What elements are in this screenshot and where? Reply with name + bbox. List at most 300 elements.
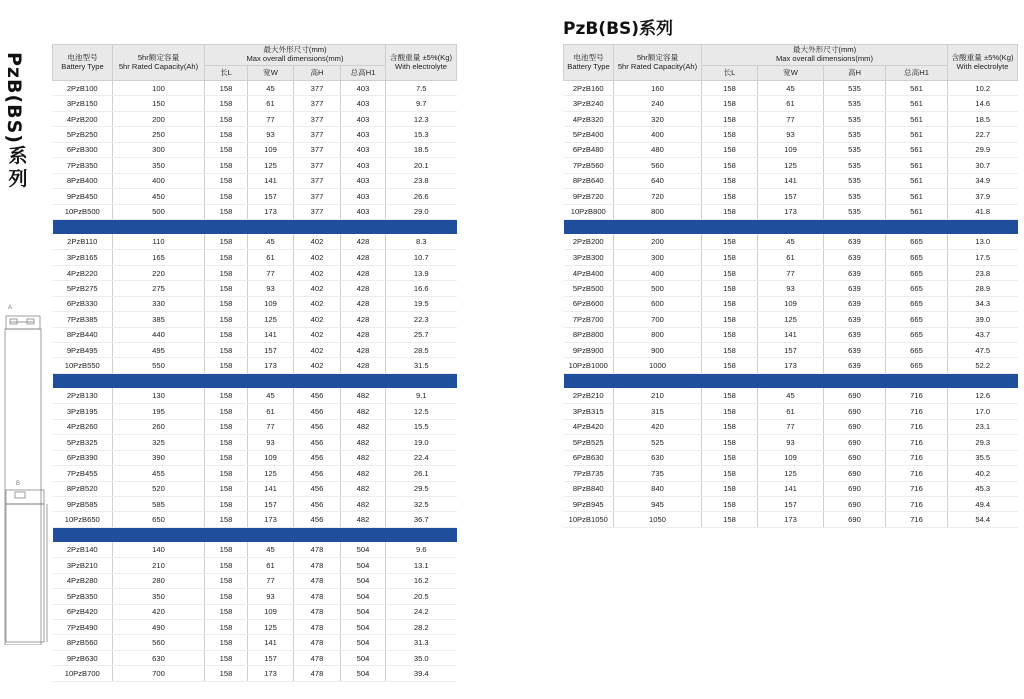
- table-cell: 456: [294, 419, 341, 434]
- table-cell: 490: [113, 620, 205, 635]
- table-cell: 173: [758, 204, 824, 219]
- table-cell: 158: [205, 358, 248, 373]
- table-cell: 20.5: [386, 589, 457, 604]
- table-cell: 109: [758, 450, 824, 465]
- series-title: PzB(BS)系列: [563, 19, 674, 39]
- table-cell: 478: [294, 542, 341, 557]
- table-cell: 24.2: [386, 604, 457, 619]
- table-row: [564, 250, 1018, 265]
- table-cell: 456: [294, 481, 341, 496]
- table-cell: 210: [113, 558, 205, 573]
- table-cell: 158: [702, 234, 758, 249]
- table-cell: 173: [758, 512, 824, 527]
- table-cell: 141: [248, 481, 294, 496]
- table-cell: 428: [341, 250, 386, 265]
- table-cell: 6PzB330: [53, 296, 113, 311]
- table-cell: 158: [205, 604, 248, 619]
- table-cell: 350: [113, 158, 205, 173]
- table-cell: 140: [113, 542, 205, 557]
- table-cell: 478: [294, 635, 341, 650]
- table-cell: 2PzB130: [53, 388, 113, 403]
- table-cell: 639: [824, 312, 886, 327]
- table-cell: 561: [886, 158, 948, 173]
- table-cell: 4PzB200: [53, 111, 113, 126]
- table-cell: 535: [824, 111, 886, 126]
- table-cell: 158: [702, 343, 758, 358]
- table-row: [564, 111, 1018, 126]
- table-row: [53, 620, 457, 635]
- table-cell: 560: [113, 635, 205, 650]
- table-row: [53, 466, 457, 481]
- vertical-title-cjk-2: 列: [8, 167, 28, 190]
- table-cell: 260: [113, 419, 205, 434]
- table-row: [53, 250, 457, 265]
- table-cell: 45: [248, 388, 294, 403]
- table-cell: 17.5: [948, 250, 1018, 265]
- table-cell: 77: [758, 265, 824, 280]
- table-cell: 665: [886, 358, 948, 373]
- table-cell: 2PzB200: [564, 234, 614, 249]
- table-cell: 8PzB640: [564, 173, 614, 188]
- table-cell: 400: [614, 265, 702, 280]
- table-cell: 158: [702, 250, 758, 265]
- table-cell: 158: [205, 111, 248, 126]
- table-cell: 5PzB400: [564, 127, 614, 142]
- table-cell: 7PzB455: [53, 466, 113, 481]
- table-cell: 3PzB195: [53, 404, 113, 419]
- table-cell: 535: [824, 189, 886, 204]
- table-cell: 6PzB390: [53, 450, 113, 465]
- table-cell: 3PzB315: [564, 404, 614, 419]
- table-cell: 36.7: [386, 512, 457, 527]
- table-cell: 665: [886, 265, 948, 280]
- table-cell: 478: [294, 558, 341, 573]
- table-row: [564, 265, 1018, 280]
- table-cell: 7PzB490: [53, 620, 113, 635]
- table-cell: 504: [341, 635, 386, 650]
- table-cell: 560: [614, 158, 702, 173]
- table-cell: 535: [824, 127, 886, 142]
- table-cell: 7PzB700: [564, 312, 614, 327]
- table-cell: 93: [248, 127, 294, 142]
- table-cell: 141: [758, 173, 824, 188]
- table-cell: 716: [886, 388, 948, 403]
- table-cell: 690: [824, 512, 886, 527]
- table-cell: 29.9: [948, 142, 1018, 157]
- table-cell: 34.3: [948, 296, 1018, 311]
- table-cell: 639: [824, 358, 886, 373]
- table-cell: 9PzB450: [53, 189, 113, 204]
- table-cell: 32.5: [386, 496, 457, 511]
- table-cell: 504: [341, 573, 386, 588]
- table-cell: 700: [614, 312, 702, 327]
- table-row: [564, 419, 1018, 434]
- table-row: [53, 512, 457, 527]
- table-row: [53, 142, 457, 157]
- table-cell: 158: [205, 81, 248, 96]
- table-cell: 377: [294, 189, 341, 204]
- table-cell: 840: [614, 481, 702, 496]
- table-cell: 403: [341, 127, 386, 142]
- table-row: [53, 173, 457, 188]
- table-row: [53, 604, 457, 619]
- vertical-title-cjk-1: 系: [8, 145, 28, 167]
- table-row: [564, 142, 1018, 157]
- table-cell: 504: [341, 604, 386, 619]
- table-cell: 158: [702, 281, 758, 296]
- table-cell: 700: [113, 666, 205, 681]
- table-cell: 561: [886, 127, 948, 142]
- table-cell: 4PzB260: [53, 419, 113, 434]
- table-cell: 15.3: [386, 127, 457, 142]
- table-cell: 22.4: [386, 450, 457, 465]
- table-cell: 377: [294, 111, 341, 126]
- table-cell: 173: [758, 358, 824, 373]
- table-cell: 403: [341, 81, 386, 96]
- table-cell: 61: [758, 96, 824, 111]
- table-cell: 158: [702, 435, 758, 450]
- vertical-title-latin: PzB(BS): [3, 52, 25, 144]
- table-cell: 23.1: [948, 419, 1018, 434]
- table-cell: 690: [824, 419, 886, 434]
- table-row: [564, 435, 1018, 450]
- table-cell: 16.6: [386, 281, 457, 296]
- table-cell: 22.3: [386, 312, 457, 327]
- table-cell: 6PzB300: [53, 142, 113, 157]
- table-cell: 158: [205, 481, 248, 496]
- table-cell: 93: [758, 127, 824, 142]
- table-cell: 330: [113, 296, 205, 311]
- table-cell: 450: [113, 189, 205, 204]
- table-cell: 561: [886, 81, 948, 96]
- table-row: [53, 234, 457, 249]
- group-separator-bar: [564, 373, 1018, 388]
- table-body-left: [53, 81, 457, 682]
- table-cell: 2PzB140: [53, 542, 113, 557]
- table-cell: 158: [205, 234, 248, 249]
- header-total-height: 总高H1: [886, 66, 948, 81]
- table-row: [53, 404, 457, 419]
- table-cell: 5PzB325: [53, 435, 113, 450]
- table-cell: 28.5: [386, 343, 457, 358]
- table-cell: 525: [614, 435, 702, 450]
- table-cell: 158: [702, 512, 758, 527]
- table-cell: 158: [205, 158, 248, 173]
- table-cell: 109: [248, 604, 294, 619]
- table-cell: 158: [205, 343, 248, 358]
- table-cell: 402: [294, 312, 341, 327]
- table-cell: 10PzB700: [53, 666, 113, 681]
- table-cell: 158: [205, 327, 248, 342]
- table-cell: 600: [614, 296, 702, 311]
- table-cell: 4PzB400: [564, 265, 614, 280]
- table-cell: 456: [294, 404, 341, 419]
- table-cell: 110: [113, 234, 205, 249]
- table-cell: 800: [614, 204, 702, 219]
- table-cell: 9.6: [386, 542, 457, 557]
- table-cell: 173: [248, 512, 294, 527]
- table-cell: 10PzB1000: [564, 358, 614, 373]
- table-cell: 158: [702, 327, 758, 342]
- table-cell: 109: [758, 296, 824, 311]
- table-cell: 482: [341, 404, 386, 419]
- table-cell: 54.4: [948, 512, 1018, 527]
- table-cell: 716: [886, 512, 948, 527]
- table-cell: 420: [113, 604, 205, 619]
- table-cell: 8PzB520: [53, 481, 113, 496]
- table-cell: 690: [824, 435, 886, 450]
- table-cell: 158: [205, 204, 248, 219]
- table-cell: 93: [248, 281, 294, 296]
- header-width: 宽W: [758, 66, 824, 81]
- table-cell: 14.6: [948, 96, 1018, 111]
- table-row: [53, 158, 457, 173]
- table-cell: 535: [824, 204, 886, 219]
- table-cell: 5PzB350: [53, 589, 113, 604]
- table-row: [564, 312, 1018, 327]
- table-cell: 45: [758, 388, 824, 403]
- table-cell: 158: [205, 404, 248, 419]
- table-cell: 535: [824, 173, 886, 188]
- table-row: [53, 312, 457, 327]
- table-cell: 158: [205, 312, 248, 327]
- table-cell: 1000: [614, 358, 702, 373]
- table-row: [53, 558, 457, 573]
- table-cell: 402: [294, 250, 341, 265]
- table-cell: 456: [294, 435, 341, 450]
- table-cell: 12.5: [386, 404, 457, 419]
- table-cell: 43.7: [948, 327, 1018, 342]
- header-length: 长L: [205, 66, 248, 81]
- table-cell: 141: [758, 481, 824, 496]
- table-cell: 158: [205, 589, 248, 604]
- table-cell: 482: [341, 512, 386, 527]
- table-cell: 504: [341, 558, 386, 573]
- table-cell: 5PzB525: [564, 435, 614, 450]
- table-cell: 482: [341, 466, 386, 481]
- table-cell: 45.3: [948, 481, 1018, 496]
- table-cell: 9PzB495: [53, 343, 113, 358]
- table-cell: 39.0: [948, 312, 1018, 327]
- table-cell: 630: [614, 450, 702, 465]
- table-cell: 61: [248, 96, 294, 111]
- table-cell: 7PzB560: [564, 158, 614, 173]
- header-height: 高H: [824, 66, 886, 81]
- header-rated-capacity: 5hr额定容量 5hr Rated Capacity(Ah): [113, 45, 205, 81]
- table-row: [564, 343, 1018, 358]
- table-cell: 561: [886, 96, 948, 111]
- table-cell: 7PzB350: [53, 158, 113, 173]
- table-cell: 158: [702, 127, 758, 142]
- table-cell: 250: [113, 127, 205, 142]
- table-row: [53, 635, 457, 650]
- table-row: [564, 81, 1018, 96]
- table-cell: 385: [113, 312, 205, 327]
- table-cell: 500: [113, 204, 205, 219]
- table-cell: 535: [824, 158, 886, 173]
- table-cell: 377: [294, 158, 341, 173]
- table-row: [564, 327, 1018, 342]
- table-cell: 478: [294, 573, 341, 588]
- table-cell: 639: [824, 327, 886, 342]
- table-cell: 900: [614, 343, 702, 358]
- table-cell: 45: [248, 542, 294, 557]
- table-cell: 456: [294, 388, 341, 403]
- table-cell: 1050: [614, 512, 702, 527]
- table-cell: 639: [824, 265, 886, 280]
- table-cell: 504: [341, 542, 386, 557]
- table-cell: 23.8: [386, 173, 457, 188]
- table-cell: 61: [248, 558, 294, 573]
- table-row: [53, 650, 457, 665]
- group-separator-bar: [53, 527, 457, 542]
- table-cell: 377: [294, 96, 341, 111]
- table-row: [53, 111, 457, 126]
- table-row: [53, 281, 457, 296]
- table-row: [53, 327, 457, 342]
- table-cell: 945: [614, 496, 702, 511]
- table-cell: 8PzB840: [564, 481, 614, 496]
- table-cell: 428: [341, 358, 386, 373]
- table-cell: 377: [294, 204, 341, 219]
- table-cell: 275: [113, 281, 205, 296]
- table-cell: 125: [758, 466, 824, 481]
- table-row: [53, 127, 457, 142]
- table-cell: 3PzB300: [564, 250, 614, 265]
- table-row: [53, 388, 457, 403]
- table-cell: 478: [294, 650, 341, 665]
- table-cell: 690: [824, 450, 886, 465]
- table-cell: 160: [614, 81, 702, 96]
- table-cell: 500: [614, 281, 702, 296]
- table-cell: 377: [294, 142, 341, 157]
- table-cell: 49.4: [948, 496, 1018, 511]
- table-cell: 402: [294, 296, 341, 311]
- table-cell: 141: [248, 173, 294, 188]
- header-rated-capacity: 5hr额定容量 5hr Rated Capacity(Ah): [614, 45, 702, 81]
- table-cell: 210: [614, 388, 702, 403]
- table-cell: 109: [248, 142, 294, 157]
- table-cell: 158: [702, 189, 758, 204]
- table-cell: 403: [341, 158, 386, 173]
- table-cell: 377: [294, 81, 341, 96]
- table-cell: 158: [702, 81, 758, 96]
- table-cell: 158: [205, 635, 248, 650]
- header-height: 高H: [294, 66, 341, 81]
- table-cell: 3PzB165: [53, 250, 113, 265]
- table-cell: 20.1: [386, 158, 457, 173]
- table-cell: 158: [205, 496, 248, 511]
- table-cell: 690: [824, 466, 886, 481]
- table-row: [53, 343, 457, 358]
- table-cell: 29.3: [948, 435, 1018, 450]
- table-cell: 158: [702, 466, 758, 481]
- table-cell: 478: [294, 589, 341, 604]
- table-cell: 77: [248, 419, 294, 434]
- table-cell: 158: [205, 573, 248, 588]
- header-battery-type: 电池型号 Battery Type: [53, 45, 113, 81]
- table-row: [564, 358, 1018, 373]
- table-row: [564, 496, 1018, 511]
- table-cell: 195: [113, 404, 205, 419]
- table-cell: 158: [702, 142, 758, 157]
- table-cell: 300: [614, 250, 702, 265]
- table-cell: 12.6: [948, 388, 1018, 403]
- table-cell: 28.9: [948, 281, 1018, 296]
- table-cell: 109: [758, 142, 824, 157]
- table-cell: 125: [758, 158, 824, 173]
- table-row: [53, 296, 457, 311]
- table-cell: 665: [886, 312, 948, 327]
- table-cell: 665: [886, 234, 948, 249]
- table-cell: 300: [113, 142, 205, 157]
- table-cell: 403: [341, 111, 386, 126]
- table-cell: 157: [248, 343, 294, 358]
- table-cell: 173: [248, 358, 294, 373]
- table-cell: 420: [614, 419, 702, 434]
- table-cell: 9PzB720: [564, 189, 614, 204]
- table-cell: 16.2: [386, 573, 457, 588]
- group-separator-bar: [53, 219, 457, 234]
- table-cell: 158: [702, 481, 758, 496]
- table-cell: 478: [294, 604, 341, 619]
- table-cell: 716: [886, 481, 948, 496]
- table-cell: 158: [205, 173, 248, 188]
- table-cell: 125: [758, 312, 824, 327]
- table-cell: 455: [113, 466, 205, 481]
- table-cell: 18.5: [948, 111, 1018, 126]
- table-cell: 125: [248, 620, 294, 635]
- table-cell: 735: [614, 466, 702, 481]
- table-cell: 158: [205, 96, 248, 111]
- table-cell: 428: [341, 281, 386, 296]
- table-cell: 125: [248, 158, 294, 173]
- table-cell: 639: [824, 343, 886, 358]
- table-cell: 403: [341, 173, 386, 188]
- table-cell: 93: [248, 589, 294, 604]
- table-cell: 480: [614, 142, 702, 157]
- table-cell: 29.5: [386, 481, 457, 496]
- table-cell: 31.3: [386, 635, 457, 650]
- vertical-series-title: [4, 52, 32, 189]
- table-cell: 9PzB945: [564, 496, 614, 511]
- table-cell: 34.9: [948, 173, 1018, 188]
- table-cell: 158: [702, 450, 758, 465]
- table-cell: 10PzB550: [53, 358, 113, 373]
- table-cell: 690: [824, 496, 886, 511]
- table-cell: 3PzB240: [564, 96, 614, 111]
- table-cell: 157: [758, 189, 824, 204]
- table-cell: 77: [248, 573, 294, 588]
- table-cell: 3PzB150: [53, 96, 113, 111]
- table-row: [53, 81, 457, 96]
- table-cell: 6PzB630: [564, 450, 614, 465]
- spec-table-right: [563, 44, 1018, 528]
- table-cell: 157: [248, 650, 294, 665]
- table-row: [564, 388, 1018, 403]
- table-cell: 93: [248, 435, 294, 450]
- table-cell: 639: [824, 250, 886, 265]
- table-cell: 280: [113, 573, 205, 588]
- table-cell: 141: [758, 327, 824, 342]
- table-cell: 482: [341, 419, 386, 434]
- table-cell: 157: [758, 496, 824, 511]
- table-cell: 377: [294, 173, 341, 188]
- table-cell: 125: [248, 312, 294, 327]
- table-cell: 23.8: [948, 265, 1018, 280]
- table-cell: 402: [294, 234, 341, 249]
- table-cell: 504: [341, 589, 386, 604]
